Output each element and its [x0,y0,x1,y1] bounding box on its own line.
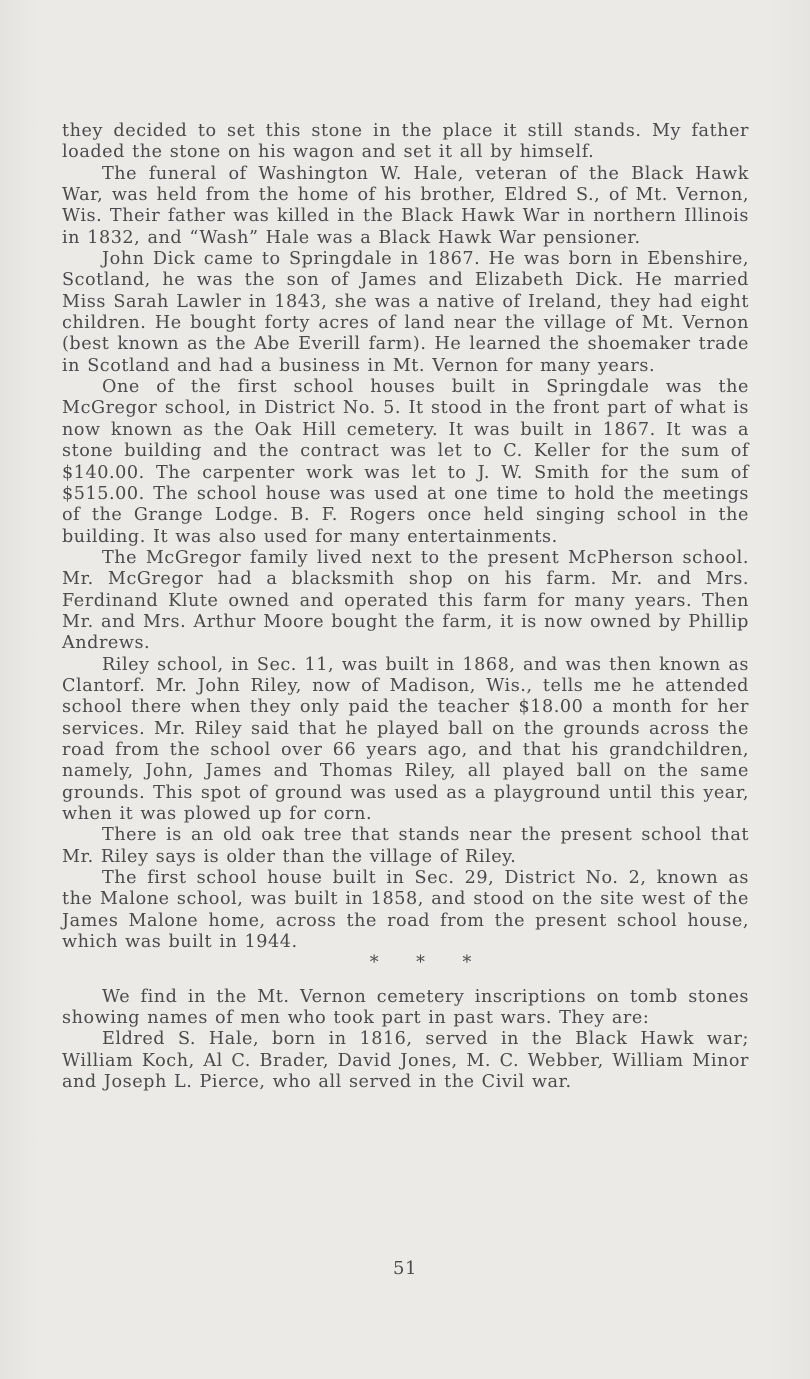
paragraph-veterans: Eldred S. Hale, born in 1816, served in the Black Hawk war; William Koch, Al C. Brader, David Jones, M. C. Webber, William Minor and Joseph L. Pierce, who all served in the Civil war. [62,1029,749,1093]
paragraph-mcgregor-family: The McGregor family lived next to the present McPherson school. Mr. McGregor had a blacksmith shop on his farm. Mr. and Mrs. Ferdinand Klute owned and operated this farm for many years. Then Mr. and Mrs. Arthur Moore bought the farm, it is now owned by Phillip Andrews. [62,547,749,654]
paragraph-mcgregor-school: One of the first school houses built in Springdale was the McGregor school, in District No. 5. It stood in the front part of what is now known as the Oak Hill cemetery. It was built in 1867. It was a stone building and the contract was let to C. Keller for the sum of $140.00. The carpenter work was let to J. W. Smith for the sum of $515.00. The school house was used at one time to hold the meetings of the Grange Lodge. B. F. Rogers once held singing school in the building. It was also used for many entertainments. [62,377,749,547]
page-number: 51 [393,1258,417,1279]
paragraph-oak-tree: There is an old oak tree that stands near the present school that Mr. Riley says is older than the village of Riley. [62,825,749,867]
paragraph-hale-funeral: The funeral of Washington W. Hale, veteran of the Black Hawk War, was held from the home of his brother, Eldred S., of Mt. Vernon, Wis. Their father was killed in the Black Hawk War in northern Illinois in 1832, and “Wash” Hale was a Black Hawk War pensioner. [62,163,749,248]
spacer [62,975,749,987]
paragraph-john-dick: John Dick came to Springdale in 1867. He was born in Ebenshire, Scotland, he was the son of James and Elizabeth Dick. He married Miss Sarah Lawler in 1843, she was a native of Ireland, they had eight children. He bought forty acres of land near the village of Mt. Vernon (best known as the Abe Everill farm). He learned the shoemaker trade in Scotland and had a business in Mt. Vernon for many years. [62,249,749,376]
separator-star: * [369,953,379,974]
body-text [62,121,749,1093]
paragraph-cemetery: We find in the Mt. Vernon cemetery inscriptions on tomb stones showing names of men who took part in past wars. They are: [62,986,749,1029]
section-separator [62,953,749,974]
paragraph-malone-school: The first school house built in Sec. 29, District No. 2, known as the Malone school, was built in 1858, and stood on the site west of the James Malone home, across the road from the present school house, which was built in 1944. [62,868,749,953]
paragraph-riley-school: Riley school, in Sec. 11, was built in 1868, and was then known as Clantorf. Mr. John Riley, now of Madison, Wis., tells me he attended school there when they only paid the teacher $18.00 a month for her services. Mr. Riley said that he played ball on the grounds across the road from the school over 66 years ago, and that his grandchildren, namely, John, James and Thomas Riley, all played ball on the same grounds. This spot of ground was used as a playground until this year, when it was plowed up for corn. [62,654,749,824]
separator-star: * [462,953,472,974]
paragraph-continuation: they decided to set this stone in the place it still stands. My father loaded the stone on his wagon and set it all by himself. [62,121,749,163]
separator-star: * [416,953,425,974]
